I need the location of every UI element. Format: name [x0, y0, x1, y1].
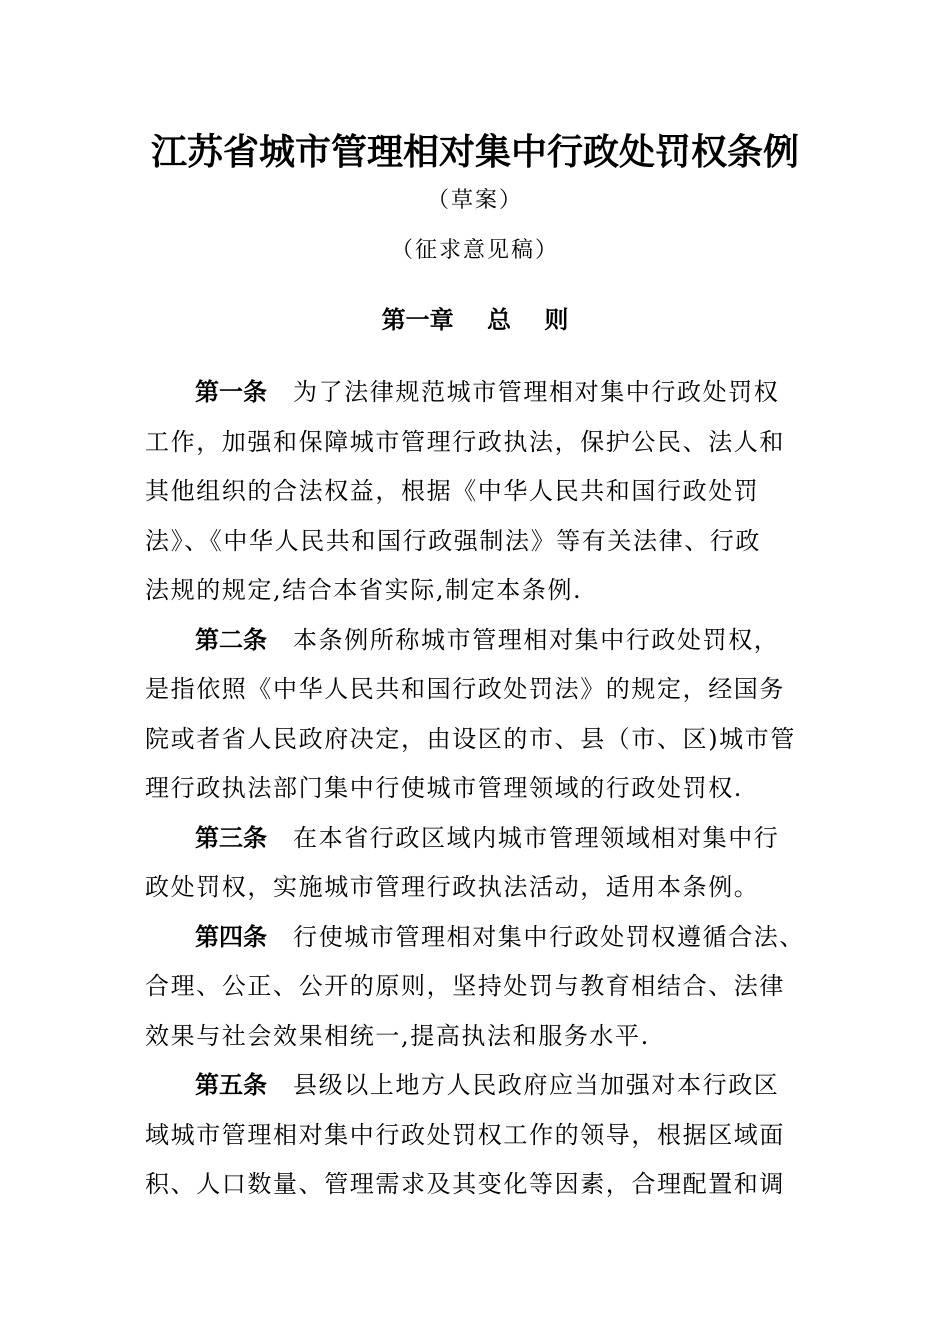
article-3 — [145, 814, 805, 913]
article-5 — [145, 1061, 805, 1210]
article-label: 第四条 — [195, 922, 267, 951]
article-label: 第二条 — [195, 625, 267, 654]
article-4 — [145, 913, 805, 1062]
article-line: 院或者省人民政府决定，由设区的市、县（市、区)城市管 — [145, 724, 796, 753]
article-line — [145, 1061, 805, 1111]
document-body — [145, 368, 805, 1210]
article-line: 法》、《中华人民共和国行政强制法》等有关法律、行政 — [145, 526, 761, 555]
article-line: 合理、公正、公开的原则，坚持处罚与教育相结合、法律 — [145, 972, 785, 1000]
article-line: 积、人口数量、管理需求及其变化等因素，合理配置和调 — [145, 1170, 785, 1198]
article-line — [145, 913, 805, 963]
article-line: 政处罚权，实施城市管理行政执法活动，适用本条例。 — [145, 873, 760, 901]
document-title: 江苏省城市管理相对集中行政处罚权条例 — [150, 131, 799, 173]
article-line: 理行政执法部门集中行使城市管理领域的行政处罚权. — [145, 774, 744, 802]
article-line: 是指依照《中华人民共和国行政处罚法》的规定，经国务 — [145, 675, 785, 703]
article-line: 法规的规定,结合本省实际,制定本条例. — [145, 576, 583, 604]
article-label: 第三条 — [195, 823, 267, 852]
article-text: 在本省行政区域内城市管理领域相对集中行 — [293, 823, 780, 852]
chapter-heading: 第一章 总 则 — [381, 306, 569, 334]
article-line: 工作，加强和保障城市管理行政执法，保护公民、法人和 — [145, 427, 785, 456]
article-line — [145, 368, 805, 418]
article-line: 效果与社会效果相统一,提高执法和服务水平. — [145, 1021, 650, 1050]
article-text: 县级以上地方人民政府应当加强对本行政区 — [293, 1071, 780, 1099]
article-line: 其他组织的合法权益，根据《中华人民共和国行政处罚 — [145, 477, 760, 505]
article-text: 为了法律规范城市管理相对集中行政处罚权 — [293, 378, 780, 406]
article-line: 域城市管理相对集中行政处罚权工作的领导，根据区域面 — [145, 1120, 785, 1149]
subtitle-consultation: （征求意见稿） — [390, 238, 559, 263]
article-text: 本条例所称城市管理相对集中行政处罚权， — [293, 625, 780, 654]
subtitle-draft: （草案） — [426, 188, 523, 213]
article-1 — [145, 368, 805, 616]
article-line — [145, 814, 805, 864]
article-label: 第一条 — [195, 378, 267, 406]
article-2 — [145, 616, 805, 814]
article-line — [145, 616, 805, 666]
article-label: 第五条 — [195, 1071, 267, 1099]
article-text: 行使城市管理相对集中行政处罚权遵循合法、 — [293, 922, 805, 951]
